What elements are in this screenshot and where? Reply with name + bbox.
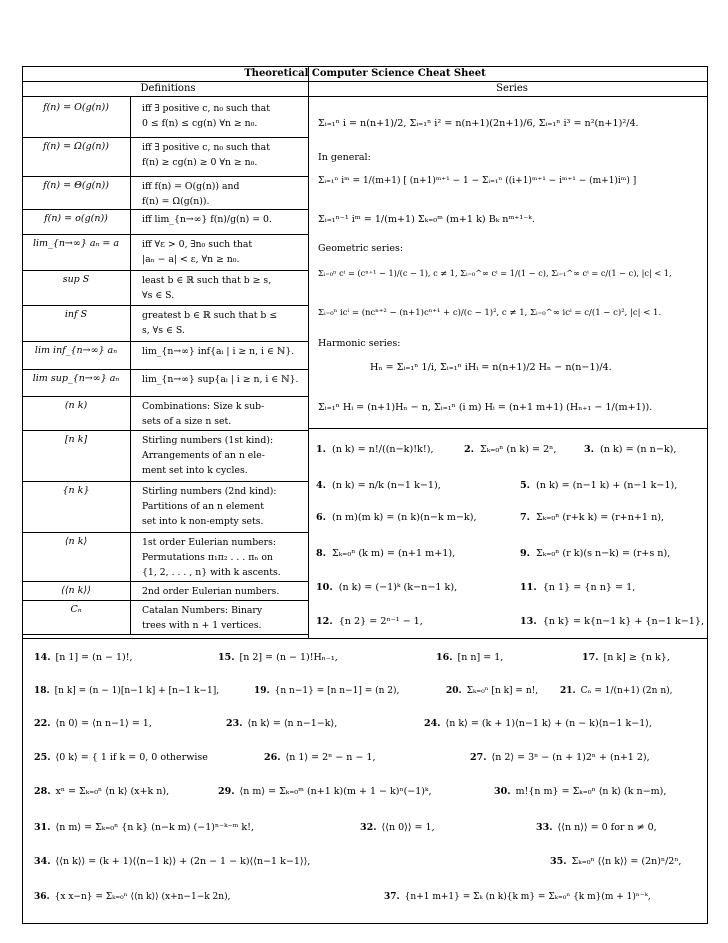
identity-expression: {n k} = k{n−1 k} + {n−1 k−1}, — [542, 616, 705, 627]
in-general-label: In general: — [318, 152, 371, 163]
title-divider — [22, 81, 708, 82]
identity-23 — [226, 718, 337, 729]
definition-description-line: Arrangements of an n ele- — [142, 450, 265, 461]
identity-36 — [34, 892, 230, 902]
identity-expression: ⟨n m⟩ = Σₖ₌₀ⁿ {n k} (n−k m) (−1)ⁿ⁻ᵏ⁻ᵐ k!, — [55, 822, 254, 833]
identity-number: 6. — [316, 512, 327, 523]
definition-description-line: 2nd order Eulerian numbers. — [142, 586, 280, 597]
identity-number: 7. — [520, 512, 531, 523]
identity-11 — [520, 582, 635, 593]
definition-description-line: Stirling numbers (2nd kind): — [142, 486, 277, 497]
identity-expression: Cₙ = 1/(n+1) (2n n), — [580, 686, 673, 696]
definition-row-divider — [22, 481, 308, 482]
identity-26 — [264, 752, 375, 763]
identity-number: 14. — [34, 652, 51, 663]
identity-30 — [494, 786, 666, 797]
identity-expression: Σₖ₌₀ⁿ ⟨⟨n k⟩⟩ = (2n)ⁿ/2ⁿ, — [571, 856, 682, 867]
identity-expression: {n 2} = 2ⁿ⁻¹ − 1, — [338, 616, 423, 627]
identity-5 — [520, 480, 677, 491]
general-sum-1: Σᵢ₌₁ⁿ iᵐ = 1/(m+1) [ (n+1)ᵐ⁺¹ − 1 − Σᵢ₌₁ⁿ ((i+1)ᵐ⁺¹ − iᵐ⁺¹ − (m+1)iᵐ) ] — [318, 176, 637, 186]
definition-row-divider — [22, 305, 308, 306]
identity-number: 13. — [520, 616, 537, 627]
definition-description-line: iff ∃ positive c, n₀ such that — [142, 142, 270, 153]
harmonic-series-2: Σᵢ₌₁ⁿ Hᵢ = (n+1)Hₙ − n, Σᵢ₌₁ⁿ (i m) Hᵢ = (n+1 m+1) (Hₙ₊₁ − 1/(m+1)). — [318, 402, 653, 413]
definition-description-line: set into k non-empty sets. — [142, 516, 264, 527]
identity-20 — [446, 686, 538, 696]
identity-number: 8. — [316, 548, 327, 559]
identity-expression: Σₖ₌₀ⁿ [n k] = n!, — [466, 686, 539, 696]
identity-expression: ⟨n 0⟩ = ⟨n n−1⟩ = 1, — [55, 718, 152, 729]
identity-24 — [424, 718, 652, 729]
identity-14 — [34, 652, 133, 663]
definition-description-line: ment set into k cycles. — [142, 465, 248, 476]
identity-37 — [384, 892, 651, 902]
identity-number: 29. — [218, 786, 235, 797]
definition-term: (n k) — [64, 400, 88, 411]
identity-expression: ⟨n 1⟩ = 2ⁿ − n − 1, — [285, 752, 376, 763]
definitions-header: Definitions — [140, 83, 196, 94]
definition-description-line: lim_{n→∞} inf{aᵢ | i ≥ n, i ∈ ℕ}. — [142, 346, 295, 357]
definition-description-line: least b ∈ ℝ such that b ≥ s, — [142, 275, 272, 286]
identity-expression: {n n−1} = [n n−1] = (n 2), — [274, 686, 400, 696]
identity-number: 9. — [520, 548, 531, 559]
identity-number: 27. — [470, 752, 487, 763]
identity-8 — [316, 548, 455, 559]
definition-row-divider — [22, 532, 308, 533]
identity-31 — [34, 822, 254, 833]
definition-term: lim inf_{n→∞} aₙ — [34, 345, 118, 356]
identity-number: 35. — [550, 856, 567, 867]
definition-description-line: Stirling numbers (1st kind): — [142, 435, 274, 446]
identity-expression: [n k] ≥ {n k}, — [603, 652, 670, 663]
identity-expression: ⟨⟨n n⟩⟩ = 0 for n ≠ 0, — [557, 822, 657, 833]
identity-expression: [n n] = 1, — [457, 652, 504, 663]
definition-row-divider — [22, 396, 308, 397]
definition-description-line: lim_{n→∞} sup{aᵢ | i ≥ n, i ∈ ℕ}. — [142, 374, 299, 385]
main-column-divider — [308, 66, 309, 638]
identity-number: 21. — [560, 686, 576, 696]
identity-1 — [316, 444, 434, 455]
definition-row-divider — [22, 137, 308, 138]
identity-number: 28. — [34, 786, 51, 797]
definition-row-divider — [22, 341, 308, 342]
identity-expression: m!{n m} = Σₖ₌₀ⁿ ⟨n k⟩ (k n−m), — [515, 786, 667, 797]
identity-35 — [550, 856, 681, 867]
identity-33 — [536, 822, 657, 833]
definition-row-divider — [22, 430, 308, 431]
definition-term: Cₙ — [70, 604, 82, 615]
identity-expression: xⁿ = Σₖ₌₀ⁿ ⟨n k⟩ (x+k n), — [55, 786, 170, 797]
identity-27 — [470, 752, 650, 763]
identity-expression: [n k] = (n − 1)[n−1 k] + [n−1 k−1], — [54, 686, 220, 696]
definitions-bottom-border — [22, 634, 308, 635]
identity-number: 30. — [494, 786, 511, 797]
definition-description-line: 0 ≤ f(n) ≤ cg(n) ∀n ≥ n₀. — [142, 118, 258, 129]
identity-expression: Σₖ₌₀ⁿ (r k)(s n−k) = (r+s n), — [536, 548, 671, 559]
definition-term: inf S — [64, 309, 88, 320]
definition-description-line: 1st order Eulerian numbers: — [142, 537, 277, 548]
definition-description-line: f(n) ≥ cg(n) ≥ 0 ∀n ≥ n₀. — [142, 157, 258, 168]
definition-term: lim sup_{n→∞} aₙ — [32, 373, 120, 384]
identity-number: 37. — [384, 892, 400, 902]
definition-description-line: sets of a size n set. — [142, 416, 232, 427]
identity-34 — [34, 856, 310, 867]
series-header: Series — [496, 83, 528, 94]
identity-expression: ⟨⟨n 0⟩⟩ = 1, — [381, 822, 435, 833]
definition-description-line: {1, 2, . . . , n} with k ascents. — [142, 567, 281, 578]
identity-expression: ⟨n k⟩ = (k + 1)⟨n−1 k⟩ + (n − k)⟨n−1 k−1⟩, — [445, 718, 652, 729]
identity-expression: {n 1} = {n n} = 1, — [542, 582, 636, 593]
geometric-label: Geometric series: — [318, 243, 404, 254]
identity-12 — [316, 616, 423, 627]
identity-expression: (n k) = n!/((n−k)!k!), — [332, 444, 434, 455]
identity-expression: (n m)(m k) = (n k)(n−k m−k), — [332, 512, 477, 523]
identity-number: 17. — [582, 652, 599, 663]
definition-row-divider — [22, 209, 308, 210]
identity-number: 31. — [34, 822, 51, 833]
identity-number: 15. — [218, 652, 235, 663]
definition-row-divider — [22, 176, 308, 177]
definition-term: f(n) = O(g(n)) — [43, 102, 109, 113]
identity-number: 5. — [520, 480, 531, 491]
identity-9 — [520, 548, 670, 559]
identity-15 — [218, 652, 338, 663]
definition-description-line: ∀s ∈ S. — [142, 290, 175, 301]
definition-description-line: iff ∃ positive c, n₀ such that — [142, 103, 270, 114]
identity-expression: ⟨n k⟩ = ⟨n n−1−k⟩, — [247, 718, 338, 729]
definition-description-line: greatest b ∈ ℝ such that b ≤ — [142, 310, 278, 321]
series-divider — [308, 428, 708, 429]
identity-number: 36. — [34, 892, 50, 902]
header-divider — [22, 96, 708, 97]
definition-term: f(n) = o(g(n)) — [44, 213, 108, 224]
page-title: Theoretical Computer Science Cheat Sheet — [244, 68, 486, 79]
definition-term: f(n) = Ω(g(n)) — [43, 141, 109, 152]
identity-21 — [560, 686, 672, 696]
definition-description-line: Permutations π₁π₂ . . . πₙ on — [142, 552, 273, 563]
definition-row-divider — [22, 600, 308, 601]
identity-expression: ⟨n m⟩ = Σₖ₌₀ᵐ (n+1 k)(m + 1 − k)ⁿ(−1)ᵏ, — [239, 786, 432, 797]
definition-description-line: |aₙ − a| < ε, ∀n ≥ n₀. — [142, 254, 240, 265]
identity-3 — [584, 444, 676, 455]
definition-row-divider — [22, 270, 308, 271]
identity-number: 18. — [34, 686, 50, 696]
definition-description-line: Combinations: Size k sub- — [142, 401, 265, 412]
identity-number: 20. — [446, 686, 462, 696]
harmonic-label: Harmonic series: — [318, 338, 401, 349]
definition-description-line: s, ∀s ∈ S. — [142, 325, 185, 336]
identity-number: 16. — [436, 652, 453, 663]
identity-number: 3. — [584, 444, 595, 455]
identity-expression: (n k) = n/k (n−1 k−1), — [332, 480, 441, 491]
definition-description-line: Catalan Numbers: Binary — [142, 605, 263, 616]
identity-expression: Σₖ₌₀ⁿ (r+k k) = (r+n+1 n), — [536, 512, 665, 523]
identity-expression: (n k) = (n−1 k) + (n−1 k−1), — [536, 480, 678, 491]
identity-19 — [254, 686, 399, 696]
identity-number: 34. — [34, 856, 51, 867]
definition-term: f(n) = Θ(g(n)) — [43, 180, 109, 191]
identity-22 — [34, 718, 152, 729]
identity-expression: [n 2] = (n − 1)!Hₙ₋₁, — [239, 652, 338, 663]
identity-number: 33. — [536, 822, 553, 833]
identity-17 — [582, 652, 670, 663]
identity-number: 10. — [316, 582, 333, 593]
identity-expression: (n k) = (n n−k), — [600, 444, 677, 455]
identity-expression: {x x−n} = Σₖ₌₀ⁿ ⟨⟨n k⟩⟩ (x+n−1−k 2n), — [54, 892, 231, 902]
geometric-series-1: Σᵢ₌₀ⁿ cⁱ = (cⁿ⁺¹ − 1)/(c − 1), c ≠ 1, Σᵢ₌₀^∞ cⁱ = 1/(1 − c), Σᵢ₌₁^∞ cⁱ = c/(1 − c), |c| < 1, — [318, 268, 672, 278]
definition-description-line: iff ∀ε > 0, ∃n₀ such that — [142, 239, 253, 250]
identity-number: 22. — [34, 718, 51, 729]
identity-expression: ⟨0 k⟩ = { 1 if k = 0, 0 otherwise — [55, 752, 208, 763]
identity-expression: Σₖ₌₀ⁿ (n k) = 2ⁿ, — [480, 444, 557, 455]
definition-term: {n k} — [62, 485, 90, 496]
definition-term: ⟨⟨n k⟩⟩ — [61, 585, 91, 596]
bottom-divider — [22, 638, 708, 639]
identity-expression: ⟨⟨n k⟩⟩ = (k + 1)⟨⟨n−1 k⟩⟩ + (2n − 1 − k)⟨⟨n−1 k−1⟩⟩, — [55, 856, 311, 867]
identity-28 — [34, 786, 169, 797]
identity-number: 2. — [464, 444, 475, 455]
identity-number: 12. — [316, 616, 333, 627]
identity-number: 25. — [34, 752, 51, 763]
definition-term: [n k] — [64, 434, 88, 445]
general-sum-2: Σᵢ₌₁ⁿ⁻¹ iᵐ = 1/(m+1) Σₖ₌₀ᵐ (m+1 k) Bₖ nᵐ⁺¹⁻ᵏ. — [318, 214, 535, 225]
identity-32 — [360, 822, 435, 833]
identity-number: 19. — [254, 686, 270, 696]
identity-expression: ⟨n 2⟩ = 3ⁿ − (n + 1)2ⁿ + (n+1 2), — [491, 752, 650, 763]
identity-number: 32. — [360, 822, 377, 833]
identity-number: 11. — [520, 582, 537, 593]
definition-description-line: iff lim_{n→∞} f(n)/g(n) = 0. — [142, 214, 272, 225]
definition-description-line: trees with n + 1 vertices. — [142, 620, 262, 631]
definition-row-divider — [22, 234, 308, 235]
identity-expression: [n 1] = (n − 1)!, — [55, 652, 133, 663]
identity-18 — [34, 686, 219, 696]
geometric-series-2: Σᵢ₌₀ⁿ icⁱ = (ncⁿ⁺² − (n+1)cⁿ⁺¹ + c)/(c − 1)², c ≠ 1, Σᵢ₌₀^∞ icⁱ = c/(1 − c)², |c| < 1. — [318, 308, 662, 318]
identity-13 — [520, 616, 704, 627]
definition-row-divider — [22, 581, 308, 582]
identity-16 — [436, 652, 503, 663]
identity-number: 26. — [264, 752, 281, 763]
identity-7 — [520, 512, 664, 523]
identity-29 — [218, 786, 431, 797]
definition-term: sup S — [62, 274, 90, 285]
identity-25 — [34, 752, 208, 763]
identity-expression: Σₖ₌₀ⁿ (k m) = (n+1 m+1), — [332, 548, 456, 559]
definition-row-divider — [22, 369, 308, 370]
identity-number: 1. — [316, 444, 327, 455]
identity-expression: (n k) = (−1)ᵏ (k−n−1 k), — [338, 582, 458, 593]
definition-description-line: Partitions of an n element — [142, 501, 264, 512]
identity-number: 24. — [424, 718, 441, 729]
definition-term: ⟨n k⟩ — [64, 536, 88, 547]
identity-6 — [316, 512, 477, 523]
definition-description-line: f(n) = Ω(g(n)). — [142, 196, 210, 207]
identity-4 — [316, 480, 441, 491]
identity-expression: {n+1 m+1} = Σₖ (n k){k m} = Σₖ₌₀ⁿ {k m}(m + 1)ⁿ⁻ᵏ, — [404, 892, 651, 902]
identity-2 — [464, 444, 556, 455]
harmonic-series-1: Hₙ = Σᵢ₌₁ⁿ 1/i, Σᵢ₌₁ⁿ iHᵢ = n(n+1)/2 Hₙ − n(n−1)/4. — [370, 362, 612, 373]
identity-10 — [316, 582, 457, 593]
identity-number: 4. — [316, 480, 327, 491]
definition-term: lim_{n→∞} aₙ = a — [32, 238, 120, 249]
identity-number: 23. — [226, 718, 243, 729]
definition-description-line: iff f(n) = O(g(n)) and — [142, 181, 240, 192]
basic-sums: Σᵢ₌₁ⁿ i = n(n+1)/2, Σᵢ₌₁ⁿ i² = n(n+1)(2n+1)/6, Σᵢ₌₁ⁿ i³ = n²(n+1)²/4. — [318, 118, 639, 129]
